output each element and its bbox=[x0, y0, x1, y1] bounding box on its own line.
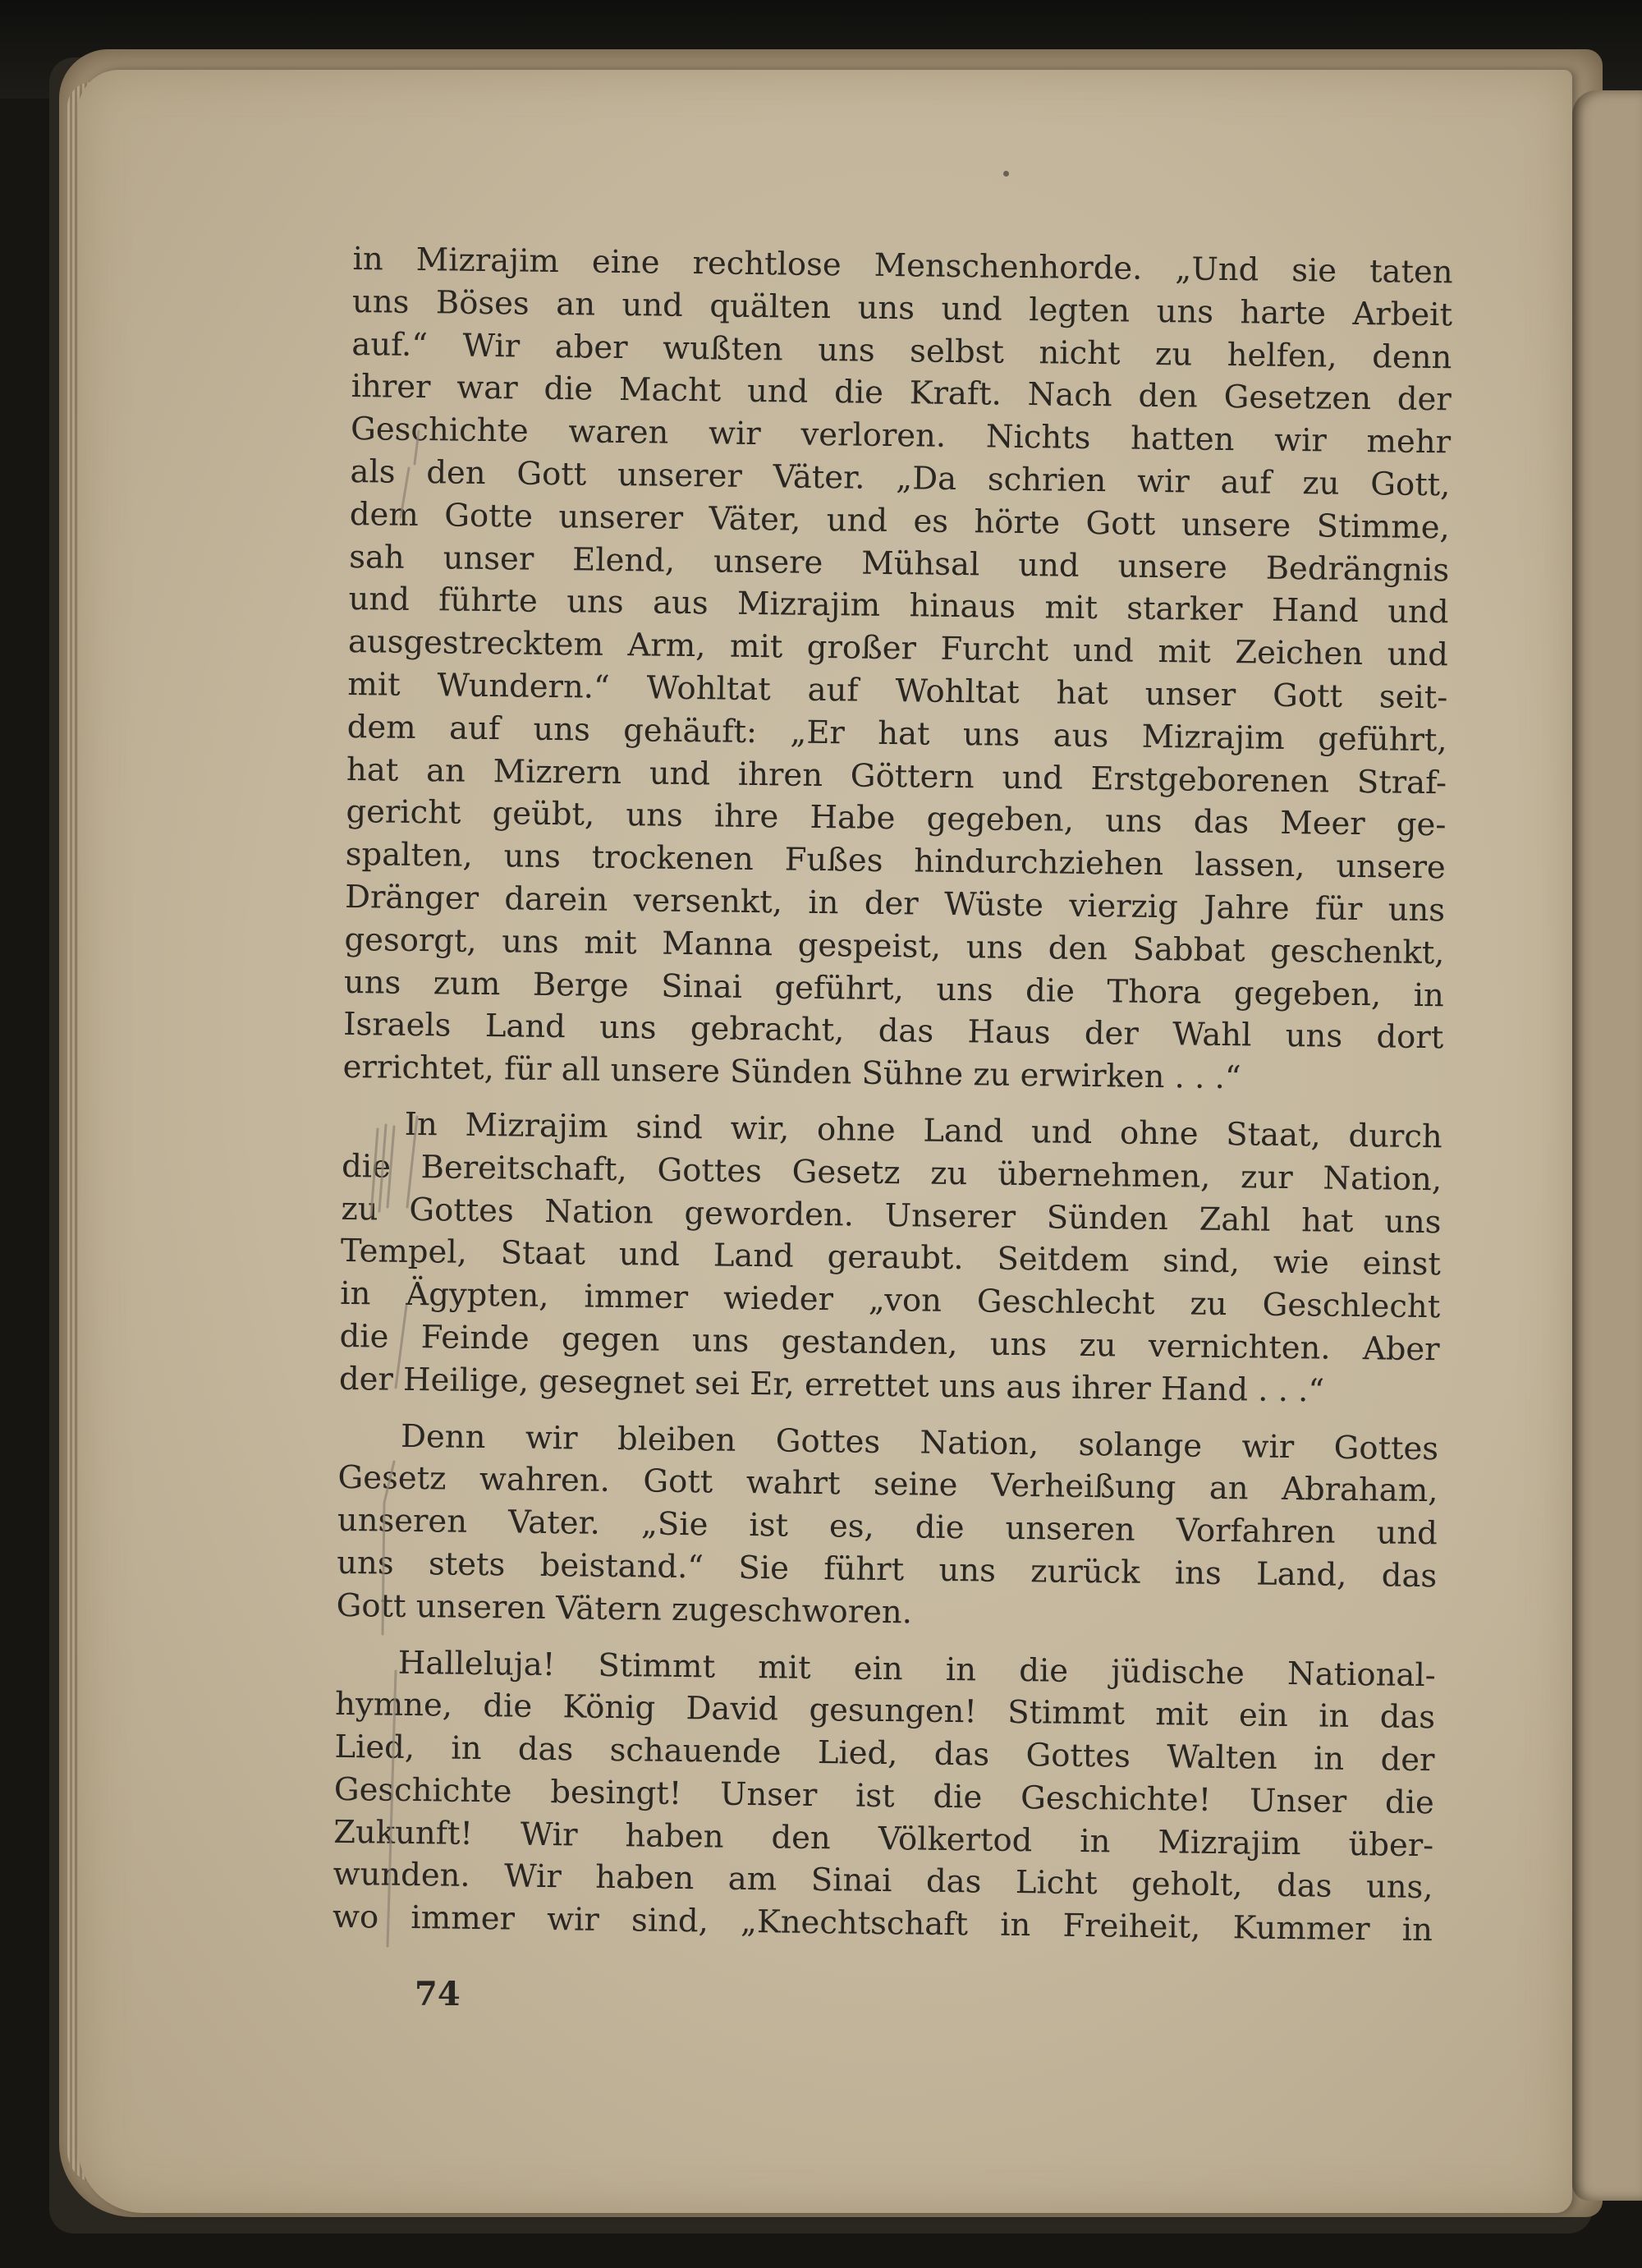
text-line: Gott unseren Vätern zugeschworen. bbox=[336, 1586, 913, 1632]
text-line: gesorgt, uns mit Manna gespeist, uns den Sabbat geschenkt, bbox=[344, 921, 1445, 972]
pencil-mark bbox=[396, 1306, 406, 1388]
text-line: wo immer wir sind, „Knechtschaft in Freiheit, Kummer in bbox=[332, 1898, 1433, 1949]
text-line: gericht geübt, uns ihre Habe gegeben, uns das Meer ge- bbox=[346, 793, 1447, 844]
text-line: spalten, uns trockenen Fußes hindurchziehen lassen, unsere bbox=[345, 836, 1447, 887]
text-line: Dränger darein versenkt, in der Wüste vierzig Jahre für uns bbox=[344, 878, 1446, 930]
text-line: uns Böses an und quälten uns und legten uns harte Arbeit bbox=[351, 282, 1453, 334]
pencil-mark bbox=[371, 1129, 378, 1215]
text-line: wunden. Wir haben am Sinai das Licht geholt, das uns, bbox=[333, 1856, 1433, 1907]
text-line: Lied, in das schauende Lied, das Gottes Walten in der bbox=[334, 1728, 1435, 1779]
text-line: in Ägypten, immer wieder „von Geschlecht zu Geschlecht bbox=[340, 1275, 1441, 1326]
text-line: Halleluja! Stimmt mit ein in die jüdische National- bbox=[397, 1644, 1436, 1694]
text-line: in Mizrajim eine rechtlose Menschenhorde. „Und sie taten bbox=[352, 240, 1453, 292]
text-line: sah unser Elend, unsere Mühsal und unsere Bedrängnis bbox=[348, 538, 1450, 589]
pencil-mark bbox=[388, 1671, 396, 1946]
text-line: ihrer war die Macht und die Kraft. Nach den Gesetzen der bbox=[351, 368, 1452, 419]
text-line: ausgestrecktem Arm, mit großer Furcht und mit Zeichen und bbox=[347, 623, 1449, 674]
text-line: Zukunft! Wir haben den Völkertod in Mizrajim über- bbox=[333, 1813, 1434, 1864]
text-line: hymne, die König David gesungen! Stimmt mit ein in das bbox=[334, 1686, 1436, 1737]
text-line: mit Wundern.“ Wohltat auf Wohltat hat unser Gott seit- bbox=[347, 665, 1448, 717]
text-line: Geschichte waren wir verloren. Nichts hatten wir mehr bbox=[350, 411, 1452, 461]
text-line: als den Gott unserer Väter. „Da schrien wir auf zu Gott, bbox=[350, 452, 1451, 504]
text-line: dem Gotte unserer Väter, und es hörte Gott unsere Stimme, bbox=[349, 495, 1451, 547]
text-line: der Heilige, gesegnet sei Er, errettet uns aus ihrer Hand . . .“ bbox=[338, 1360, 1325, 1410]
text-line: errichtet, für all unsere Sünden Sühne zu erwirken . . .“ bbox=[342, 1049, 1241, 1097]
text-line: die Feinde gegen uns gestanden, uns zu vernichten. Aber bbox=[339, 1317, 1440, 1369]
text-line: uns zum Berge Sinai geführt, uns die Thora gegeben, in bbox=[343, 963, 1445, 1014]
pencil-mark bbox=[415, 431, 419, 464]
text-line: auf.“ Wir aber wußten uns selbst nicht zu helfen, denn bbox=[351, 325, 1452, 376]
text-line: dem auf uns gehäuft: „Er hat uns aus Mizrajim geführt, bbox=[346, 708, 1447, 760]
text-line: und führte uns aus Mizrajim hinaus mit starker Hand und bbox=[348, 581, 1449, 631]
text-line: Tempel, Staat und Land geraubt. Seitdem sind, wie einst bbox=[340, 1233, 1442, 1283]
text-line: hat an Mizrern und ihren Göttern und Erstgeborenen Straf- bbox=[346, 751, 1447, 801]
text-line: unseren Vater. „Sie ist es, die unseren Vorfahren und bbox=[337, 1501, 1438, 1553]
text-line: zu Gottes Nation geworden. Unserer Sünden Zahl hat uns bbox=[341, 1190, 1442, 1241]
text-line: Geschichte besingt! Unser ist die Geschichte! Unser die bbox=[333, 1770, 1435, 1822]
page-number: 74 bbox=[415, 1975, 461, 2013]
pencil-mark bbox=[379, 1125, 386, 1211]
text-line: Denn wir bleiben Gottes Nation, solange wir Gottes bbox=[400, 1417, 1439, 1467]
text-line: Gesetz wahren. Gott wahrt seine Verheißung an Abraham, bbox=[337, 1459, 1438, 1510]
text-line: die Bereitschaft, Gottes Gesetz zu übernehmen, zur Nation, bbox=[341, 1147, 1442, 1199]
pencil-mark bbox=[407, 1117, 417, 1207]
pencil-mark bbox=[388, 1127, 394, 1207]
text-line: Israels Land uns gebracht, das Haus der Wahl uns dort bbox=[343, 1006, 1444, 1057]
text-line: uns stets beistand.“ Sie führt uns zurück ins Land, das bbox=[337, 1544, 1438, 1595]
pencil-mark bbox=[401, 468, 409, 517]
pencil-mark bbox=[383, 1462, 394, 1634]
text-line: In Mizrajim sind wir, ohne Land und ohne Staat, durch bbox=[404, 1105, 1442, 1156]
